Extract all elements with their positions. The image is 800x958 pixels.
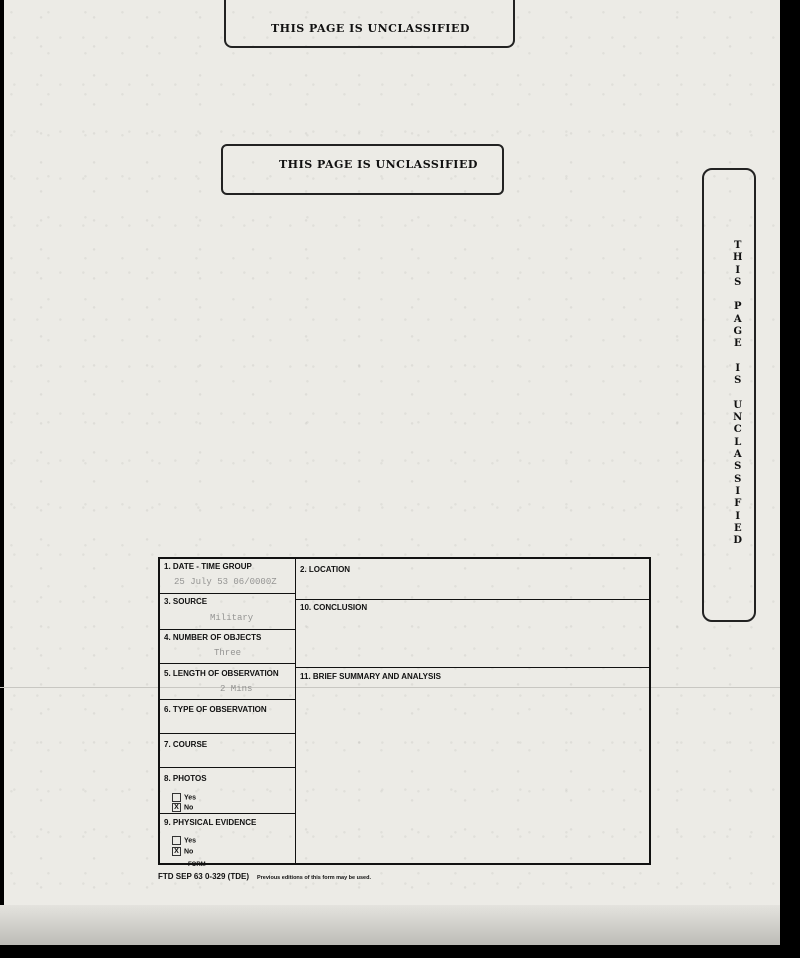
stamp-side-letter: G (733, 326, 743, 338)
stamp-side-letter: S (734, 473, 742, 485)
form-code: FTD SEP 63 0-329 (TDE) (158, 872, 249, 881)
evidence-yes-checkbox (172, 836, 181, 845)
stamp-side-letter: P (733, 301, 743, 313)
length-of-observation-label: 5. LENGTH OF OBSERVATION (164, 669, 279, 678)
row-divider (295, 599, 651, 600)
form-code-line (158, 872, 371, 881)
stamp-side-letter (732, 289, 744, 301)
row-divider (160, 733, 295, 734)
source-value: Military (210, 613, 254, 623)
stamp-side-letter: A (733, 313, 743, 325)
stamp-side-letter: N (733, 412, 743, 424)
course-label: 7. COURSE (164, 740, 208, 749)
photos-label: 8. PHOTOS (164, 774, 207, 783)
photos-no-text: No (184, 804, 194, 812)
photos-yes-checkbox (172, 793, 181, 802)
row-divider (295, 667, 651, 668)
row-divider (160, 629, 295, 630)
unclassified-stamp-side (702, 168, 756, 622)
stamp-side-letter: D (733, 535, 743, 547)
photos-yes-option (172, 793, 196, 802)
location-label: 2. LOCATION (300, 565, 351, 574)
stamp-middle-text: THIS PAGE IS UNCLASSIFIED (279, 158, 478, 171)
physical-evidence-label: 9. PHYSICAL EVIDENCE (164, 818, 257, 827)
stamp-side-letter: A (733, 449, 743, 461)
stamp-side-letter: I (735, 485, 741, 497)
project-record-card (158, 557, 651, 865)
stamp-side-letter: T (734, 240, 742, 251)
stamp-side-letter: L (734, 436, 742, 448)
evidence-yes-option (172, 836, 196, 845)
stamp-side-letter: S (734, 461, 742, 473)
evidence-yes-text: Yes (184, 837, 197, 845)
stamp-side-letter (732, 351, 744, 363)
form-edition-note: Previous editions of this form may be used. (257, 875, 371, 881)
page-bottom-edge (0, 905, 780, 945)
unclassified-stamp-middle (221, 144, 504, 195)
stamp-side-letter: S (734, 276, 742, 288)
row-divider (160, 663, 295, 664)
row-divider (160, 767, 295, 768)
stamp-side-letter: U (733, 399, 743, 411)
date-time-group-value: 25 July 53 06/0000Z (174, 577, 277, 587)
evidence-no-text: No (184, 848, 194, 856)
form-word: FORM (188, 862, 206, 868)
stamp-side-letter: I (735, 264, 741, 276)
number-of-objects-value: Three (214, 648, 242, 658)
conclusion-label: 10. CONCLUSION (300, 603, 368, 612)
stamp-side-letter: I (735, 362, 741, 374)
type-of-observation-label: 6. TYPE OF OBSERVATION (164, 705, 267, 714)
row-divider (160, 813, 295, 814)
evidence-no-checkbox: X (172, 847, 181, 856)
photos-yes-text: Yes (184, 794, 197, 802)
evidence-no-option (172, 847, 193, 856)
stamp-side-letter: H (733, 252, 743, 264)
source-label: 3. SOURCE (164, 597, 208, 606)
date-time-group-label: 1. DATE - TIME GROUP (164, 562, 252, 571)
stamp-side-letter: C (733, 424, 743, 436)
number-of-objects-label: 4. NUMBER OF OBJECTS (164, 633, 262, 642)
unclassified-stamp-top (224, 0, 515, 48)
length-of-observation-value: 2 Mins (220, 684, 253, 694)
stamp-side-letter: I (735, 510, 741, 522)
stamp-side-letter: S (734, 375, 742, 387)
photos-no-option (172, 803, 193, 812)
stamp-side-letter: E (733, 338, 743, 350)
row-divider (160, 699, 295, 700)
stamp-top-text: THIS PAGE IS UNCLASSIFIED (271, 22, 470, 35)
row-divider (160, 593, 295, 594)
photos-no-checkbox: X (172, 803, 181, 812)
column-divider (295, 559, 296, 865)
stamp-side-text (732, 240, 744, 547)
brief-summary-label: 11. BRIEF SUMMARY AND ANALYSIS (300, 672, 441, 681)
stamp-side-letter: F (734, 498, 742, 510)
stamp-side-letter (732, 388, 744, 400)
stamp-side-letter: E (733, 522, 743, 534)
